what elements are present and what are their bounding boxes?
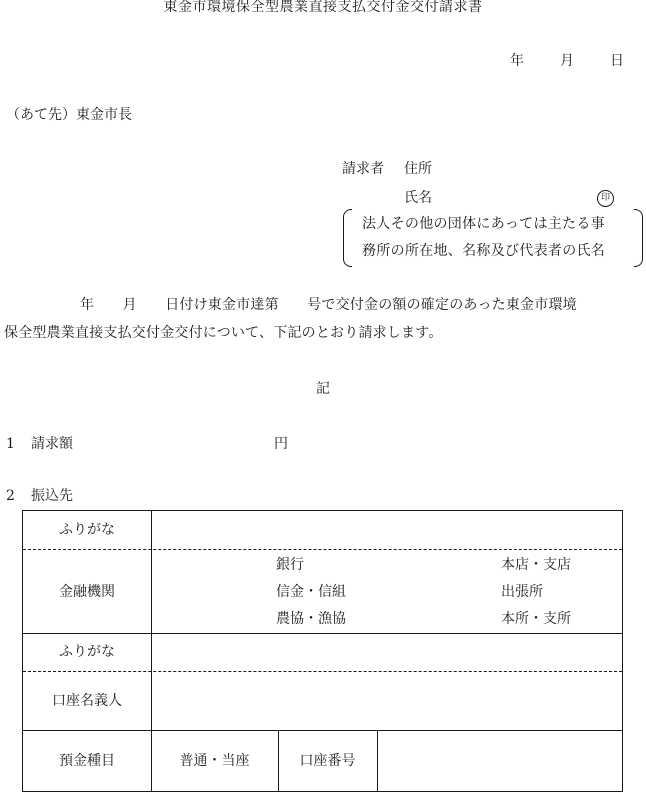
item1-number: 1 <box>6 436 15 452</box>
note-bracket-left <box>343 209 352 267</box>
requester-note-line2: 務所の所在地、名称及び代表者の氏名 <box>362 243 606 259</box>
deposit-divider3 <box>377 730 378 792</box>
bank-type-2: 信金・信組 <box>276 584 346 600</box>
addressee: （あて先）東金市長 <box>6 107 132 123</box>
furigana1-label: ふりがな <box>59 522 115 538</box>
item1-unit: 円 <box>274 436 288 452</box>
furigana1-divider <box>23 549 622 550</box>
ki-heading: 記 <box>316 381 330 397</box>
date-line <box>510 54 624 68</box>
note-bracket-right <box>634 209 643 267</box>
holder-divider <box>23 730 622 731</box>
account-holder-label: 口座名義人 <box>52 693 122 709</box>
name-label: 氏名 <box>404 190 432 206</box>
seal-mark: 印 <box>597 190 614 207</box>
bank-type-1: 銀行 <box>276 557 304 573</box>
body-line2: 保全型農業直接支払交付金交付について、下記のとおり請求します。 <box>4 325 443 341</box>
furigana2-label: ふりがな <box>59 644 115 660</box>
body-line1: 年 月 日付け東金市達第 号で交付金の額の確定のあった東金市環境 <box>80 297 577 313</box>
branch-type-3: 本所・支所 <box>501 611 571 627</box>
document-title: 東金市環境保全型農業直接支払交付金交付請求書 <box>163 0 483 15</box>
date-day: 日 <box>610 53 624 69</box>
account-number-label: 口座番号 <box>299 753 356 769</box>
deposit-type-value: 普通・当座 <box>179 753 250 769</box>
deposit-type-label: 預金種目 <box>59 753 115 769</box>
item2-label: 振込先 <box>31 488 73 504</box>
date-month: 月 <box>560 53 574 69</box>
item2-number: 2 <box>6 488 15 504</box>
item1-label: 請求額 <box>31 436 73 452</box>
address-label: 住所 <box>404 161 432 177</box>
requester-note-line1: 法人その他の団体にあっては主たる事 <box>362 216 605 232</box>
requester-label: 請求者 <box>342 161 384 177</box>
label-divider <box>151 511 152 730</box>
bank-type-3: 農協・漁協 <box>276 611 346 627</box>
institution-label: 金融機関 <box>59 584 115 600</box>
institution-divider <box>23 633 622 634</box>
branch-type-2: 出張所 <box>501 584 543 600</box>
branch-type-1: 本店・支店 <box>501 557 571 573</box>
transfer-table <box>22 510 623 792</box>
date-year: 年 <box>510 53 524 69</box>
furigana2-divider <box>23 671 622 672</box>
